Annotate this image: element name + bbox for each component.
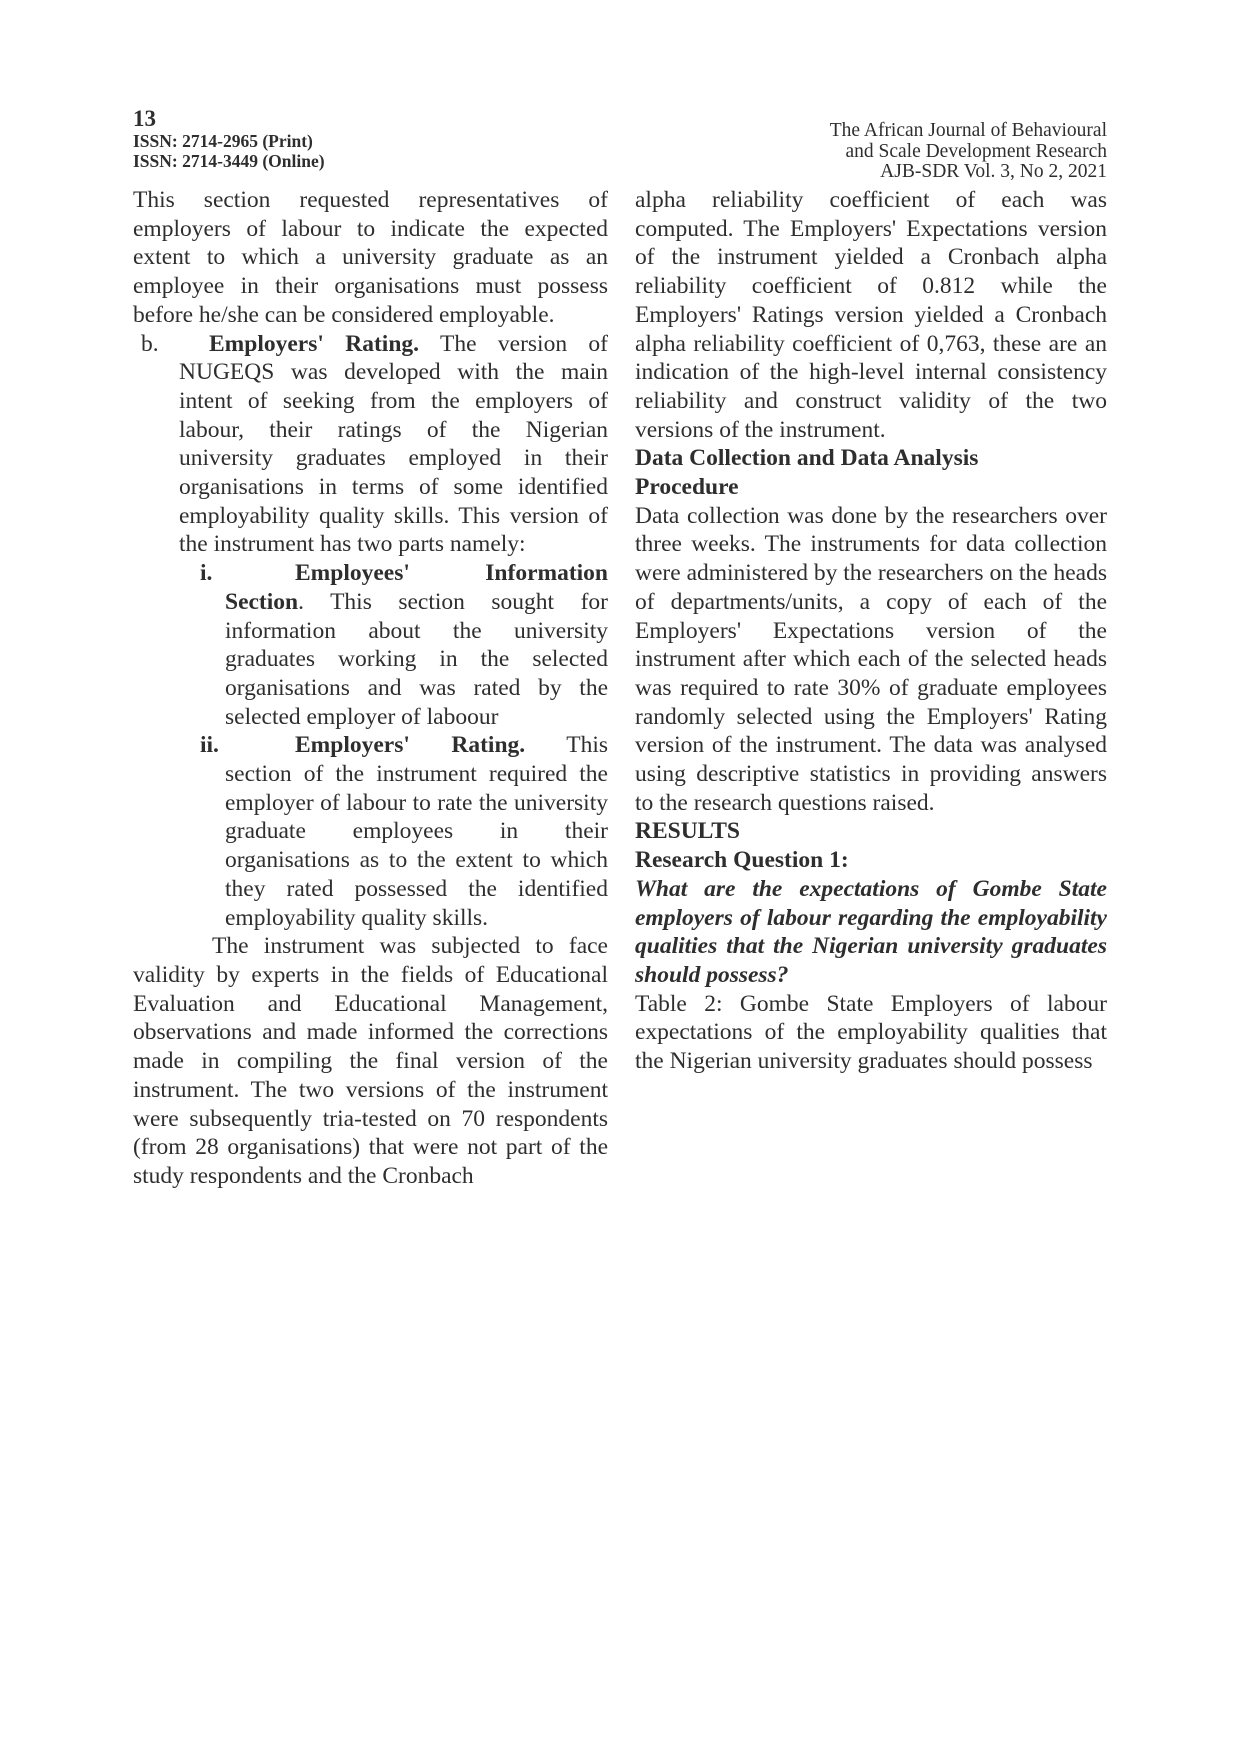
issn-print: ISSN: 2714-2965 (Print) xyxy=(133,131,313,151)
heading-procedure: Procedure xyxy=(635,474,739,501)
table-2-caption: Table 2: Gombe State Employers of labour expectations of the employability qualities that the Nigerian university graduates should possess xyxy=(635,990,1107,1075)
list-item-i-content xyxy=(225,559,608,731)
journal-volume-line: AJB-SDR Vol. 3, No 2, 2021 xyxy=(880,161,1107,182)
journal-title-line-2: and Scale Development Research xyxy=(845,140,1107,162)
heading-research-question-1: Research Question 1: xyxy=(635,847,849,874)
research-question-1-text: What are the expectations of Gombe State employers of labour regarding the employability qualities that the Nigerian university graduates should possess? xyxy=(635,875,1107,988)
list-item-i-body: . This section sought for information about the university graduates working in the selected organisations and was rated by the selected employer of laboour xyxy=(225,588,608,730)
list-item-b-content xyxy=(179,330,608,560)
issn-online: ISSN: 2714-3449 (Online) xyxy=(133,151,325,171)
page-number: 13 xyxy=(133,106,156,131)
list-item-ii-body: This section of the instrument required the employer of labour to rate the university graduate employees in their organisations as to the extent to which they rated possessed the identified employability quality skills. xyxy=(225,732,609,931)
list-item-i-title: Employees' Information Section xyxy=(225,560,608,615)
list-item-b-marker: b. xyxy=(141,330,159,357)
list-item-ii-marker: ii. xyxy=(200,732,219,759)
header-left xyxy=(133,107,325,171)
list-item-b-title: Employers' Rating. xyxy=(209,330,420,357)
journal-masthead xyxy=(830,121,1107,183)
section-a-continuation-paragraph: This section requested representatives of employers of labour to indicate the expected extent to which a university graduate as an employee in their organisations must possess before he/she can be considered employable. xyxy=(133,187,608,328)
list-item-i-marker: i. xyxy=(200,560,213,587)
list-item-b-body: The version of NUGEQS was developed with the main intent of seeking from the employers of labour, their ratings of the Nigerian university graduates employed in their organisations in terms of some identified employability quality skills. This version of the instrument has two parts namely: xyxy=(179,330,609,558)
journal-title-line-1: The African Journal of Behavioural xyxy=(829,120,1107,141)
list-item-i xyxy=(133,559,608,731)
validity-paragraph: The instrument was subjected to face validity by experts in the fields of Educational Evaluation and Educational Management, observations and made informed the corrections made in compiling the final version of the instrument. The two versions of the instrument were subsequently tria-tested on 70 respondents (from 28 organisations) that were not part of the study respondents and the Cronbach xyxy=(133,933,608,1189)
heading-results: RESULTS xyxy=(635,818,740,845)
heading-data-collection: Data Collection and Data Analysis xyxy=(635,445,979,472)
procedure-paragraph: Data collection was done by the researchers over three weeks. The instruments for data collection were administered by the researchers on the heads of departments/units, a copy of each of the Employers' Expectations version of the instrument after which each of the selected heads was required to rate 30% of graduate employees randomly selected using the Employers' Rating version of the instrument. The data was analysed using descriptive statistics in providing answers to the research questions raised. xyxy=(635,502,1107,816)
list-item-b xyxy=(133,330,608,560)
list-item-ii xyxy=(133,731,608,932)
list-item-ii-content xyxy=(225,731,608,932)
reliability-paragraph: alpha reliability coefficient of each was computed. The Employers' Expectations version of the instrument yielded a Cronbach alpha reliability coefficient of 0.812 while the Employers' Ratings version yielded a Cronbach alpha reliability coefficient of 0,763, these are an indication of the high-level internal consistency reliability and construct validity of the two versions of the instrument. xyxy=(635,187,1107,443)
list-item-ii-title: Employers' Rating. xyxy=(295,732,526,759)
left-column xyxy=(133,186,608,1191)
right-column xyxy=(635,186,1107,1076)
